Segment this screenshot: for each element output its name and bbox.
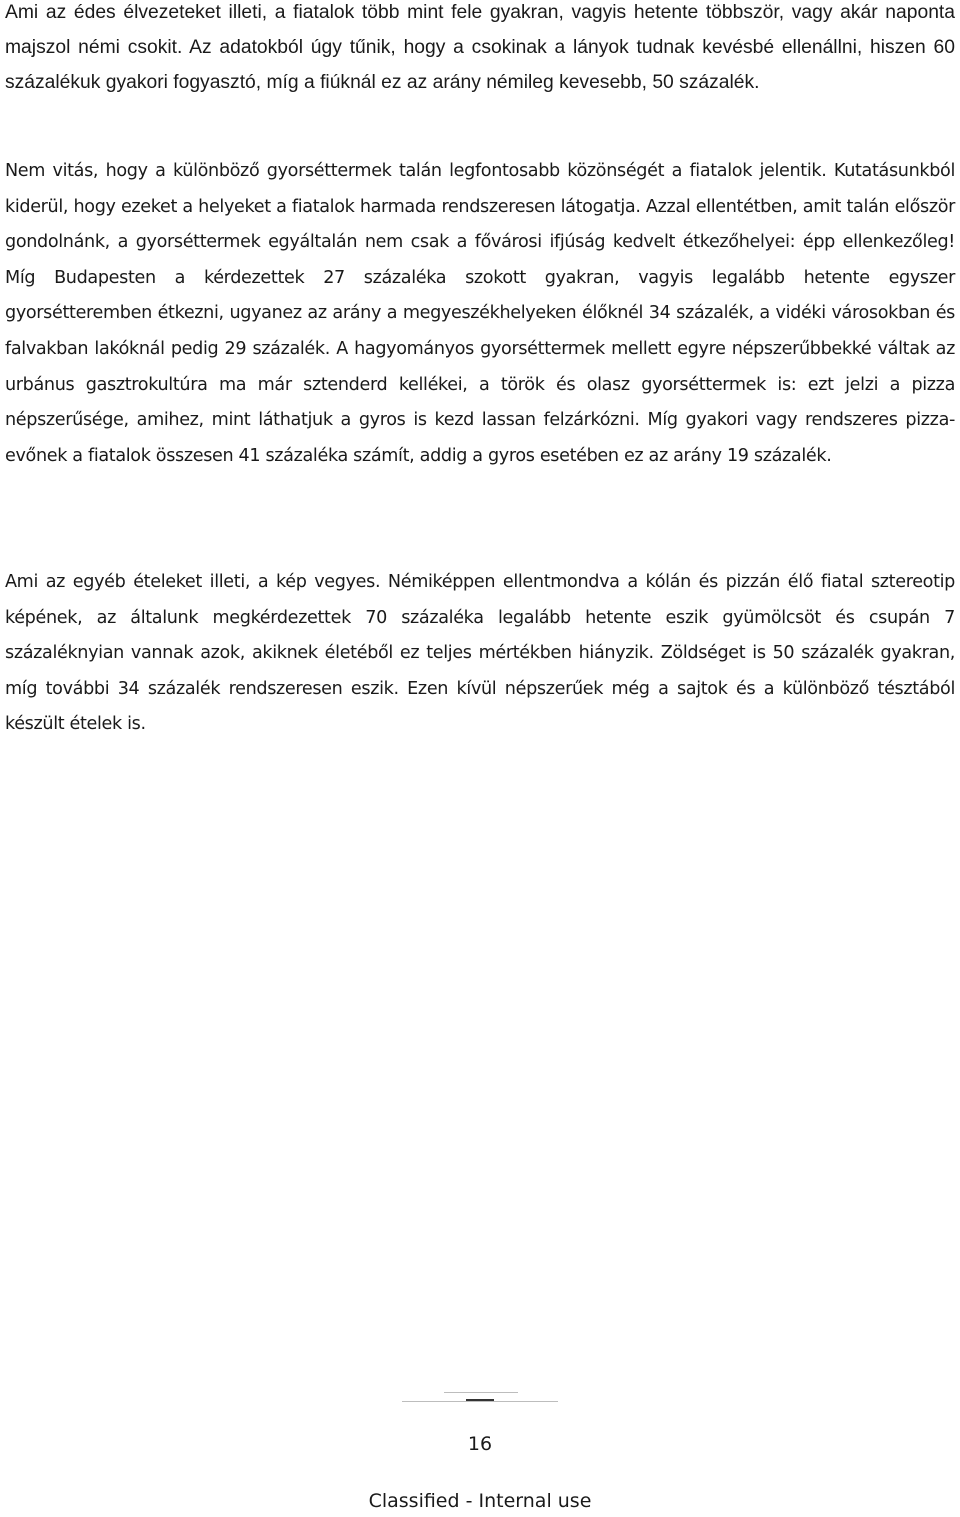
body-paragraph-other-foods: Ami az egyéb ételeket illeti, a kép vegyes. Némiképpen ellentmondva a kólán és pizzán élő fiatal sztereotip képének, az általunk megkérdezettek 70 százaléka legalább hetente eszik gyümölcsöt és csupán 7 százaléknyian vannak azok, akiknek életéből ez teljes mértékben hiányzik. Zöldséget is 50 százalék gyakran, míg további 34 százalék rendszeresen eszik. Ezen kívül népszerűek még a sajtok és a különböző tésztából készült ételek is. bbox=[5, 572, 955, 735]
classification-label: Classified - Internal use bbox=[368, 1490, 592, 1512]
footer-divider-lower bbox=[402, 1401, 558, 1402]
footer-divider-upper bbox=[444, 1392, 518, 1393]
body-paragraph-fast-food: Nem vitás, hogy a különböző gyorséttermek talán legfontosabb közönségét a fiatalok jelentik. Kutatásunkból kiderül, hogy ezeket a helyeket a fiatalok harmada rendszeresen látogatja. Azzal ellentétben, amit talán először gondolnánk, a gyorséttermek egyáltalán nem csak a fővárosi ifjúság kedvelt étkezőhelyei: épp ellenkezőleg! Míg Budapesten a kérdezettek 27 százaléka szokott gyakran, vagyis legalább hetente egyszer gyorsétteremben étkezni, ugyanez az arány a megyeszékhelyeken élőknél 34 százalék, a vidéki városokban és falvakban lakóknál pedig 29 százalék. A hagyományos gyorséttermek mellett egyre népszerűbbekké váltak az urbánus gasztrokultúra ma már sztenderd kellékei, a török és olasz gyorséttermek is: ezt jelzi a pizza népszerűsége, amihez, mint láthatjuk a gyros is kezd lassan felzárkózni. Míg gyakori vagy rendszeres pizza-evőnek a fiatalok összesen 41 százaléka számít, addig a gyros esetében ez az arány 19 százalék. bbox=[5, 161, 955, 466]
page-number: 16 bbox=[467, 1433, 493, 1455]
body-paragraph-chocolate: Ami az édes élvezeteket illeti, a fiatalok több mint fele gyakran, vagyis hetente többször, vagy akár naponta majszol némi csokit. Az adatokból úgy tűnik, hogy a csokinak a lányok tudnak kevésbé ellenállni, hiszen 60 százalékuk gyakori fogyasztó, míg a fiúknál ez az arány némileg kevesebb, 50 százalék. bbox=[5, 2, 955, 93]
